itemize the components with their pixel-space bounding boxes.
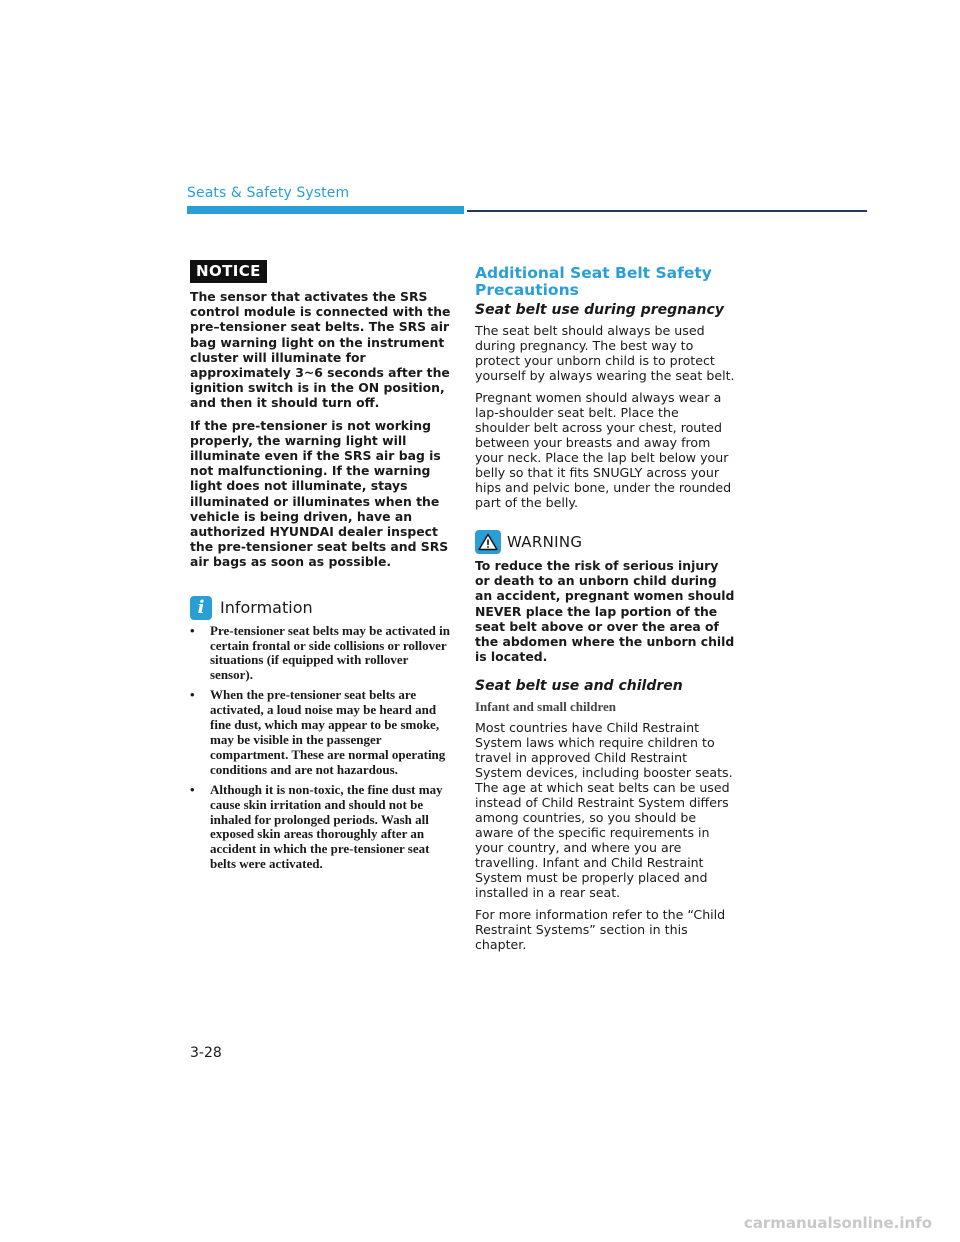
- information-title: Information: [220, 598, 313, 618]
- warning-title: WARNING: [507, 533, 583, 551]
- list-item-text: Although it is non-toxic, the fine dust may cause skin irritation and should not be inhaled for prolonged periods. Wash all exposed skin areas thoroughly after an accident in which the pre-tensioner seat belts were activated.: [210, 781, 443, 872]
- warning-header: [475, 530, 737, 554]
- information-list: [190, 624, 452, 873]
- warning-text: To reduce the risk of serious injury or death to an unborn child during an accident, pregnant women should NEVER place the lap portion of the seat belt above or over the area of the abdomen where the unborn child is located.: [475, 558, 735, 665]
- list-item-text: When the pre-tensioner seat belts are activated, a loud noise may be heard and fine dust, which may appear to be smoke, may be visible in the passenger compartment. These are normal operating conditions and are not hazardous.: [210, 687, 446, 777]
- list-item: [190, 783, 452, 872]
- body-paragraph: For more information refer to the “Child Restraint Systems” section in this chapter.: [475, 907, 726, 953]
- body-paragraph: Most countries have Child Restraint System laws which require children to travel in approved Child Restraint System devices, including booster seats. The age at which seat belts can be used instead of Child Restraint System differs among countries, so you should be aware of the specific requirements in your country, and where you are travelling. Infant and Child Restraint System must be properly placed and installed in a rear seat.: [475, 720, 733, 901]
- list-item: [190, 688, 452, 777]
- body-paragraph: Pregnant women should always wear a lap-shoulder seat belt. Place the shoulder belt across your chest, routed between your breasts and away from your neck. Place the lap belt below your belly so that it fits SNUGLY across your hips and pelvic bone, under the rounded part of the belly.: [475, 390, 732, 510]
- list-item: [190, 624, 452, 684]
- information-header: [190, 596, 452, 620]
- pregnancy-subtitle: Seat belt use during pregnancy: [475, 302, 724, 318]
- running-header: Seats & Safety System: [187, 185, 350, 201]
- left-column: [190, 260, 452, 877]
- page-number: 3-28: [190, 1045, 222, 1061]
- notice-badge: NOTICE: [190, 260, 267, 283]
- watermark: carmanualsonline.info: [743, 1214, 932, 1232]
- infant-subheading: Infant and small children: [475, 699, 616, 715]
- body-paragraph: The seat belt should always be used during pregnancy. The best way to protect your unborn child is to protect yourself by always wearing the seat belt.: [475, 323, 735, 383]
- warning-icon: [475, 530, 501, 554]
- bullet: •: [190, 687, 195, 703]
- children-subtitle: Seat belt use and children: [475, 678, 683, 695]
- notice-paragraph: The sensor that activates the SRS control module is connected with the pre–tensioner seat belts. The SRS air bag warning light on the instrument cluster will illuminate for approximately 3~6 seconds after the ignition switch is in the ON position, and then it should turn off.: [190, 289, 451, 411]
- info-icon: i: [190, 596, 212, 620]
- bullet: •: [190, 622, 195, 638]
- header-rule-thin: [467, 210, 867, 212]
- right-column: [475, 265, 737, 959]
- notice-paragraph: If the pre-tensioner is not working properly, the warning light will illuminate even if the SRS air bag is not malfunctioning. If the warning light does not illuminate, stays illuminated or illuminates when the vehicle is being driven, have an authorized HYUNDAI dealer inspect the pre-tensioner seat belts and SRS air bags as soon as possible.: [190, 417, 449, 570]
- bullet: •: [190, 781, 195, 797]
- section-title: Additional Seat Belt Safety Precautions: [475, 264, 712, 299]
- list-item-text: Pre-tensioner seat belts may be activated in certain frontal or side collisions or rollover situations (if equipped with rollover sensor).: [210, 622, 450, 683]
- header-rule-accent: [187, 206, 464, 214]
